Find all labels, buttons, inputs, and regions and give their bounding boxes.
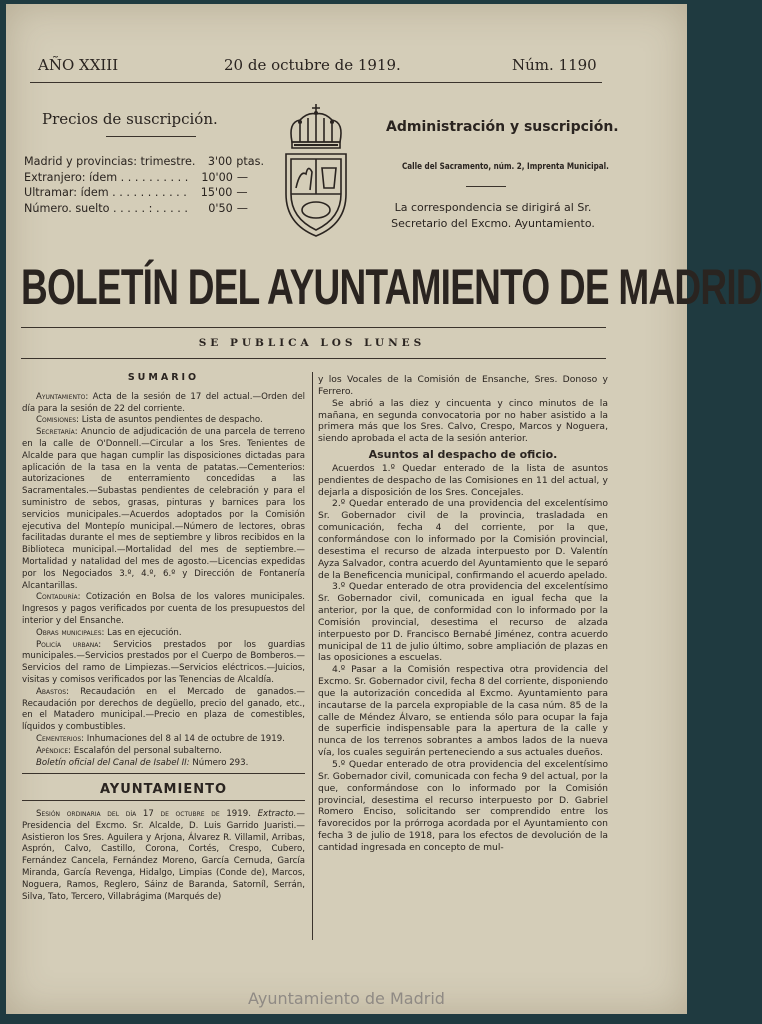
administration-note: La correspondencia se dirigirá al Sr. Secretario del Excmo. Ayuntamiento. xyxy=(391,201,595,230)
sumario-entry-head: Boletín oficial del Canal de Isabel II: xyxy=(36,757,190,768)
price-value: 15'00 xyxy=(200,186,233,199)
masthead-title: BOLETÍN DEL AYUNTAMIENTO DE MADRID xyxy=(21,259,762,315)
sumario-entry-text: Inhumaciones del 8 al 14 de octubre de 1919. xyxy=(84,733,285,744)
right-column xyxy=(318,374,608,854)
sumario-entry-text: Recaudación en el Mercado de ganados.—Recaudación por derechos de degüello, precio del ganado, etc., en el Matadero municipal.—Precio en plaza de comestibles, líquidos y combustibles. xyxy=(22,686,305,733)
sumario-entry xyxy=(22,758,305,770)
column-divider xyxy=(312,372,313,940)
price-label: Número. suelto . . . . . : . . . . . xyxy=(24,201,188,215)
price-row xyxy=(24,154,264,170)
price-unit: — xyxy=(236,170,249,184)
paragraph: Se abrió a las diez y cincuenta y cinco minutos de la mañana, en segunda convocatoria por no haber asistido a la primera más que los Sres. Calvo, Crespo, Marcos y Noguera, siendo aprobada el acta de la sesión anterior. xyxy=(318,397,608,445)
sumario-entry-head: Apéndice: xyxy=(36,745,72,756)
agenda-item: 3.º Quedar enterado de otra providencia del excelentísimo Sr. Gobernador civil, comunicada en igual fecha que la anterior, por la que, de conformidad con lo informado por la Comisión provincial, desestima el recurso de alzada interpuesto por D. Francisco Bernabé Jiménez, contra acuerdo municipal de 11 de julio último, sobre ampliación de plazas en las oposiciones a escuelas. xyxy=(318,581,608,664)
price-value: 10'00 xyxy=(201,170,233,184)
sumario-entry-head: Abastos: xyxy=(36,686,69,697)
newspaper-page xyxy=(6,4,762,1014)
year-label: AÑO XXIII xyxy=(38,56,119,74)
sumario-entry-text: Escalafón del personal subalterno. xyxy=(71,745,222,756)
price-unit: — xyxy=(236,201,248,215)
sumario-entry-head: Obras municipales: xyxy=(36,627,105,638)
sumario-entry-text: Lista de asuntos pendientes de despacho. xyxy=(78,415,263,426)
sumario-entry-head: Secretaría: xyxy=(36,427,78,438)
price-row xyxy=(24,170,264,186)
agenda-item: 4.º Pasar a la Comisión respectiva otra providencia del Excmo. Sr. Gobernador civil, fecha 8 del corriente, disponiendo que la autorización concedida al Excmo. Ayuntamiento para incautarse de la parcela expropiable de la casa núm. 85 de la calle de Méndez Álvaro, se entienda sólo para ocupar la faja de superficie indispensable para la apertura de la calle y nunca de los terrenos sobrantes a ambos lados de la nueva vía, los cuales seguirán perteneciendo a sus actuales dueños. xyxy=(318,664,608,759)
sumario-entry-head: Cementerios: xyxy=(36,733,85,744)
session-body: —Presidencia del Excmo. Sr. Alcalde, D. Luis Garrido Juaristi.—Asistieron los Sres. Aguilera y Arjona, Álvarez R. Villamil, Arribas, Asprón, Calvo, Castillo, Corona, Cortés, Crespo, Cubero, Fernández Cancela, Fernández Moreno, García Cernuda, García Miranda, García Revenga, Hidalgo, Limpias (Conde de), Marcos, Noguera, Ramos, Reglero, Sáinz de Baranda, Satorníl, Serrán, Silva, Tato, Tercero, Villabrágima (Marqués de) xyxy=(22,809,305,902)
sumario-entry-head: Policía urbana: xyxy=(36,639,102,650)
subscription-title-rule xyxy=(106,136,196,137)
sumario-entry xyxy=(22,734,305,746)
agenda-item: Acuerdos 1.º Quedar enterado de la lista de asuntos pendientes de despacho de las Comisiones en 11 del actual, y dejarla a disposición de los Sres. Concejales. xyxy=(318,462,608,498)
sumario-entry xyxy=(22,640,305,687)
sumario-entry xyxy=(22,628,305,640)
sumario-entry xyxy=(22,687,305,734)
sumario-entry-text: Anuncio de adjudicación de una parcela de terreno en la calle de O'Donnell.—Circular a los Sres. Tenientes de Alcalde para que hagan cumplir las disposiciones dictadas para aplicación de la tasa en la venta de patatas.—Cementerios: autorizaciones de enterramiento concedidas a las Sacramentales.—Subastas pendientes de celebración y para el suministro de sebos, grasas, pinturas y barnices para los servicios municipales.—Acuerdos adoptados por la Comisión ejecutiva del Montepío municipal.—Número de lectores, obras facilitadas durante el mes de septiembre y libros recibidos en la Biblioteca municipal.—Mortalidad del mes de septiembre.—Mortalidad y natalidad del mes de agosto.—Licencias expedidas por los Negociados 3.º, 4.º, 6.º y Dirección de Fontanería Alcantarillas. xyxy=(22,427,305,591)
price-label: Extranjero: ídem . . . . . . . . . . xyxy=(24,170,189,184)
sumario-entry-text: Acta de la sesión de 17 del actual.—Orden del día para la sesión de 22 del corriente. xyxy=(22,391,305,414)
masthead-rule-bottom xyxy=(21,358,606,359)
sumario-entry-head: Contaduría: xyxy=(36,592,81,603)
header-row xyxy=(6,56,687,80)
publication-frequency: SE PUBLICA LOS LUNES xyxy=(198,337,426,349)
sumario-entry-text: Servicios prestados por los guardias municipales.—Servicios prestados por el Cuerpo de Bomberos.—Servicios del ramo de Limpiezas.—Servicios eléctricos.—Juicios, visitas y comisos verificados por las Tenencias de Alcaldía. xyxy=(22,639,305,685)
sumario-entry xyxy=(22,392,305,416)
price-label: Madrid y provincias: trimestre. xyxy=(24,155,196,168)
date-label: 20 de octubre de 1919. xyxy=(224,56,401,74)
price-value: 0'50 xyxy=(208,201,233,215)
ayuntamiento-title: AYUNTAMIENTO xyxy=(99,782,228,798)
crest-icon xyxy=(278,102,354,240)
price-unit: — xyxy=(236,186,248,199)
agenda-item: 2.º Quedar enterado de una providencia del excelentísimo Sr. Gobernador civil de la provincia, trasladada en comunicación, fecha 4 del corriente, por la que, conformándose con lo informado por la Comisión provincial, desestima el recurso de alzada interpuesto por D. Valentín Ayza Salvador, contra acuerdo del Ayuntamiento que le separó de la Beneficencia municipal, confirmando el acuerdo apelado. xyxy=(318,498,608,581)
price-unit: ptas. xyxy=(236,155,264,168)
sumario-entry xyxy=(22,592,305,627)
administration-title: Administración y suscripción. xyxy=(386,119,619,135)
sumario-entry-text: Número 293. xyxy=(189,757,249,768)
subscription-title: Precios de suscripción. xyxy=(42,110,218,128)
left-column xyxy=(22,372,305,903)
sumario-entry xyxy=(22,415,305,427)
administration-rule xyxy=(466,186,506,187)
sumario-entry xyxy=(22,427,305,592)
price-list xyxy=(24,154,264,216)
session-head: Sesión ordinaria del día 17 de octubre de 1919. xyxy=(36,809,251,820)
sumario-end-rule xyxy=(22,773,305,774)
header-rule xyxy=(30,82,602,83)
sumario-entry xyxy=(22,746,305,758)
price-row xyxy=(24,201,264,217)
ayuntamiento-title-rule xyxy=(22,800,305,801)
administration-address: Calle del Sacramento, núm. 2, Imprenta Municipal. xyxy=(402,162,609,172)
price-value: 3'00 xyxy=(207,155,233,168)
price-label: Ultramar: ídem . . . . . . . . . . . xyxy=(24,186,187,199)
issue-number: Núm. 1190 xyxy=(512,56,597,74)
sumario-entry-head: Ayuntamiento: xyxy=(36,391,89,402)
sumario-entry-text: Cotización en Bolsa de los valores municipales. Ingresos y pagos verificados por cuenta de los presupuestos del interior y del Ensanche. xyxy=(22,592,305,626)
watermark: Ayuntamiento de Madrid xyxy=(248,989,445,1008)
sumario-entry-text: Las en ejecución. xyxy=(104,627,182,638)
paragraph: y los Vocales de la Comisión de Ensanche, Sres. Donoso y Ferrero. xyxy=(318,374,608,397)
sumario-entry-head: Comisiones: xyxy=(36,415,79,426)
masthead-rule-top xyxy=(21,327,606,328)
agenda-item: 5.º Quedar enterado de otra providencia del excelentísimo Sr. Gobernador civil, comunicada con fecha 9 del actual, por la que, conformándose con lo informado por la Comisión provincial, desestima el recurso interpuesto por D. Gabriel Romero Enciso, solicitando ser comprendido entre los favorecidos por la prórroga acordada por el Ayuntamiento con fecha 3 de julio de 1918, para los efectos de devolución de la cantidad ingresada en concepto de mul- xyxy=(318,759,608,853)
price-row xyxy=(24,185,264,201)
sumario-title: SUMARIO xyxy=(127,372,200,383)
extract-label: Extracto. xyxy=(257,809,297,820)
asuntos-title: Asuntos al despacho de oficio. xyxy=(368,448,558,462)
session-extract xyxy=(22,809,305,903)
